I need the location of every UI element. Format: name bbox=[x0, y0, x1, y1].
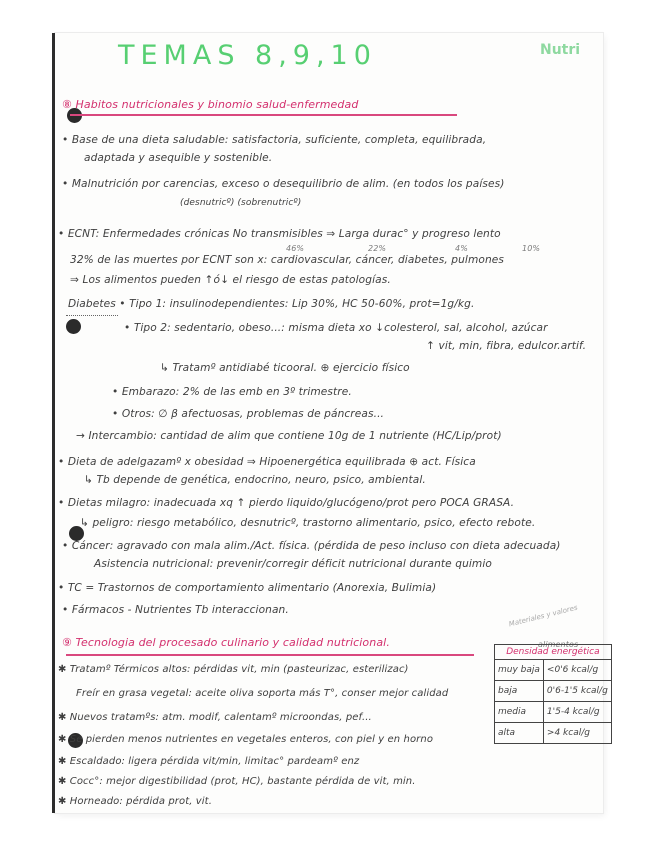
table-cell: media bbox=[495, 702, 544, 723]
table-cell: <0'6 kcal/g bbox=[543, 660, 611, 681]
table-cell: 1'5-4 kcal/g bbox=[543, 702, 611, 723]
text-line: • Dieta de adelgazamº x obesidad ⇒ Hipoenergética equilibrada ⊕ act. Física bbox=[58, 456, 476, 468]
page-binding-edge bbox=[52, 33, 55, 813]
table-cell: muy baja bbox=[495, 660, 544, 681]
text-line-ecnt: • ECNT: Enfermedades crónicas No transmisibles ⇒ Larga durac° y progreso lento bbox=[58, 228, 501, 240]
section-9-heading: ⑨ Tecnologia del procesado culinario y calidad nutricional. bbox=[62, 636, 390, 649]
text-line: ✱ Se pierden menos nutrientes en vegetales enteros, con piel y en horno bbox=[58, 734, 434, 745]
text-line: (desnutricº) (sobrenutricº) bbox=[180, 198, 302, 208]
text-line: 32% de las muertes por ECNT son x: cardiovascular, cáncer, diabetes, pulmones bbox=[70, 254, 505, 266]
text-line: ✱ Cocc°: mejor digestibilidad (prot, HC), bastante pérdida de vit, min. bbox=[58, 776, 416, 787]
text-line: ⇒ Los alimentos pueden ↑ó↓ el riesgo de estas patologías. bbox=[70, 274, 391, 286]
text-line: ↳ Tb depende de genética, endocrino, neuro, psico, ambiental. bbox=[84, 474, 426, 486]
table-cell: baja bbox=[495, 681, 544, 702]
energy-density-table bbox=[494, 644, 612, 744]
wavy-underline bbox=[66, 311, 118, 316]
text-line: • Fármacos - Nutrientes Tb interaccionan. bbox=[62, 604, 289, 616]
text-line: ✱ Horneado: pérdida prot, vit. bbox=[58, 796, 212, 807]
text-line: • Otros: ∅ β afectuosas, problemas de páncreas... bbox=[112, 408, 384, 420]
percent-note: 10% bbox=[522, 244, 541, 253]
text-line-intercambio: → Intercambio: cantidad de alim que contiene 10g de 1 nutriente (HC/Lip/prot) bbox=[76, 430, 502, 442]
table-cell: alta bbox=[495, 723, 544, 744]
text-line: ✱ Escaldado: ligera pérdida vit/min, limitac° pardeamº enz bbox=[58, 756, 360, 767]
heading-underline bbox=[70, 114, 457, 116]
section-8-heading: ⑧ Habitos nutricionales y binomio salud-enfermedad bbox=[62, 98, 359, 111]
text-line-tc: • TC = Trastornos de comportamiento alimentario (Anorexia, Bulimia) bbox=[58, 582, 437, 594]
table-cell: 0'6-1'5 kcal/g bbox=[543, 681, 611, 702]
subject-tag: Nutri bbox=[540, 42, 581, 58]
side-note: Materiales y valores bbox=[508, 603, 579, 629]
table-row bbox=[495, 702, 612, 723]
text-line: ↳ Tratamº antidiabé ticooral. ⊕ ejercicio físico bbox=[160, 362, 410, 374]
text-line: • Embarazo: 2% de las emb en 3º trimestre. bbox=[112, 386, 352, 398]
text-line: ✱ Tratamº Térmicos altos: pérdidas vit, min (pasteurizac, esterilizac) bbox=[58, 664, 409, 675]
text-line: adaptada y asequible y sostenible. bbox=[84, 152, 273, 164]
text-line: Freír en grasa vegetal: aceite oliva soporta más T°, conser mejor calidad bbox=[76, 688, 449, 699]
text-line: • Base de una dieta saludable: satisfactoria, suficiente, completa, equilibrada, bbox=[62, 134, 487, 146]
text-line: • Dietas milagro: inadecuada xq ↑ pierdo liquido/glucógeno/prot pero POCA GRASA. bbox=[58, 497, 515, 509]
punch-hole bbox=[66, 319, 81, 334]
table-row bbox=[495, 681, 612, 702]
text-line: Asistencia nutricional: prevenir/corregir déficit nutricional durante quimio bbox=[94, 558, 492, 570]
text-line: ✱ Nuevos tratamºs: atm. modif, calentamº microondas, pef... bbox=[58, 712, 372, 723]
text-line: • Malnutrición por carencias, exceso o desequilibrio de alim. (en todos los países) bbox=[62, 178, 505, 190]
table-row bbox=[495, 660, 612, 681]
table-row bbox=[495, 723, 612, 744]
text-line: Diabetes • Tipo 1: insulinodependientes: Lip 30%, HC 50-60%, prot=1g/kg. bbox=[68, 298, 475, 310]
page-title: TEMAS 8,9,10 bbox=[118, 40, 377, 71]
table-header: Densidad energética bbox=[495, 645, 612, 660]
table-caption: alimentos bbox=[538, 640, 579, 649]
table-cell: >4 kcal/g bbox=[543, 723, 611, 744]
text-line: ↳ peligro: riesgo metabólico, desnutricº, trastorno alimentario, psico, efecto rebote. bbox=[80, 517, 536, 529]
percent-note: 22% bbox=[368, 244, 387, 253]
text-line: • Cáncer: agravado con mala alim./Act. física. (pérdida de peso incluso con dieta adecuada) bbox=[62, 540, 561, 552]
percent-note: 46% bbox=[286, 244, 305, 253]
text-line: ↑ vit, min, fibra, edulcor.artif. bbox=[426, 340, 587, 352]
percent-note: 4% bbox=[455, 244, 468, 253]
heading-underline bbox=[66, 654, 474, 656]
text-line: • Tipo 2: sedentario, obeso...: misma dieta xo ↓colesterol, sal, alcohol, azúcar bbox=[124, 322, 548, 334]
